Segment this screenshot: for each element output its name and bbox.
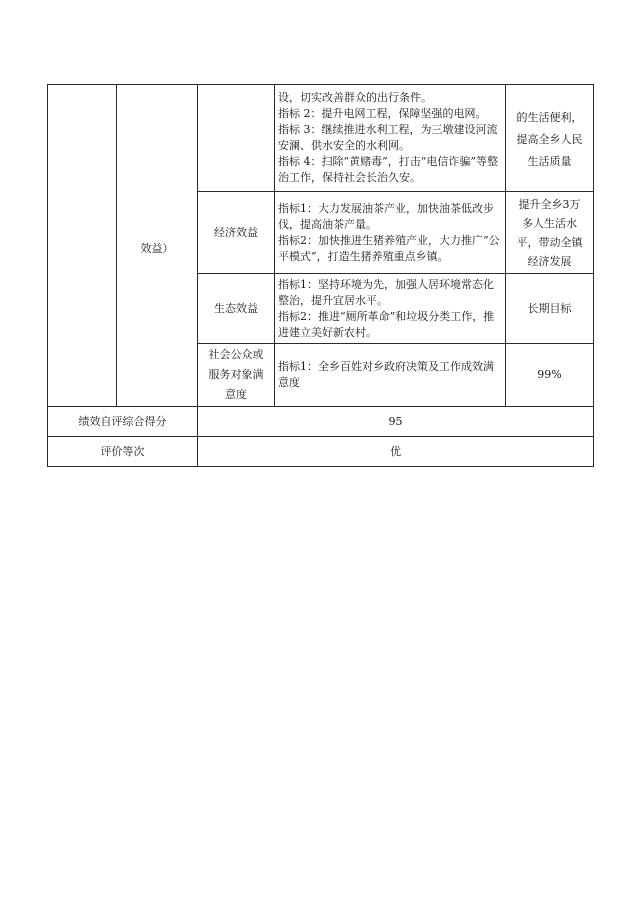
value-cell: [506, 85, 594, 192]
value-line: 生活质量: [527, 155, 572, 168]
value-line: 的生活便利，: [516, 111, 583, 124]
indicator-label: 生态效益: [214, 301, 258, 315]
performance-table: [47, 84, 594, 467]
content-line: 指标 4：扫除“黄赌毒”，打击“电信诈骗”等整治工作，保持社会长治久安。: [278, 155, 498, 184]
tertiary-indicator-cell: [198, 344, 275, 407]
value-line: 提高全乡人民: [516, 133, 583, 146]
score-value: 95: [388, 414, 403, 428]
score-value-cell: [198, 407, 594, 437]
content-line: 指标 2：提升电网工程，保障坚强的电网。: [278, 107, 487, 120]
indicator-label-line: 服务对象满: [208, 368, 264, 381]
tertiary-indicator-cell: [198, 85, 275, 192]
indicator-label-line: 社会公众或: [208, 348, 264, 361]
content-cell: [275, 344, 506, 407]
indicator-label: 经济效益: [214, 225, 258, 239]
value-cell: [506, 274, 594, 344]
table-row-grade: [48, 437, 594, 467]
content-line: 指标2：加快推进生猪养殖产业，大力推广“公平模式”，打造生猪养殖重点乡镇。: [278, 233, 500, 263]
value-line: 多人生活水: [522, 216, 577, 230]
content-cell: [275, 274, 506, 344]
grade-value: 优: [390, 444, 401, 458]
score-label: 绩效自评综合得分: [78, 414, 167, 428]
content-line: 指标1：坚持环境为先，加强人居环境常态化整治，提升宜居水平。: [278, 277, 494, 307]
value-cell: [506, 192, 594, 274]
content-cell: [275, 85, 506, 192]
tertiary-indicator-cell: [198, 274, 275, 344]
grade-value-cell: [198, 437, 594, 467]
table-row-social-benefit: [48, 85, 594, 192]
content-line: 设，切实改善群众的出行条件。: [278, 91, 432, 104]
score-label-cell: [48, 407, 198, 437]
content-text: 指标1：全乡百姓对乡政府决策及工作成效满意度: [278, 360, 494, 389]
grade-label-cell: [48, 437, 198, 467]
grade-label: 评价等次: [100, 444, 145, 458]
indicator-label-line: 意度: [225, 388, 247, 401]
content-line: 指标 3：继续推进水利工程，为三墩建设河流安澜、供水安全的水利网。: [278, 123, 498, 152]
secondary-indicator-cell: [117, 85, 198, 407]
value-text: 长期目标: [527, 301, 572, 315]
value-text: 99%: [537, 368, 562, 381]
secondary-indicator-label: 效益）: [140, 241, 174, 255]
content-cell: [275, 192, 506, 274]
content-line: 指标1：大力发展油茶产业，加快油茶低改步伐，提高油茶产量。: [278, 201, 494, 231]
value-cell: [506, 344, 594, 407]
table-row-score: [48, 407, 594, 437]
value-line: 提升全乡3万: [518, 197, 581, 211]
content-line: 指标2：推进“厕所革命”和垃圾分类工作，推进建立美好新农村。: [278, 309, 495, 339]
value-line: 平，带动全镇: [516, 235, 583, 249]
primary-indicator-cell: [48, 85, 117, 407]
tertiary-indicator-cell: [198, 192, 275, 274]
value-line: 经济发展: [527, 254, 572, 268]
